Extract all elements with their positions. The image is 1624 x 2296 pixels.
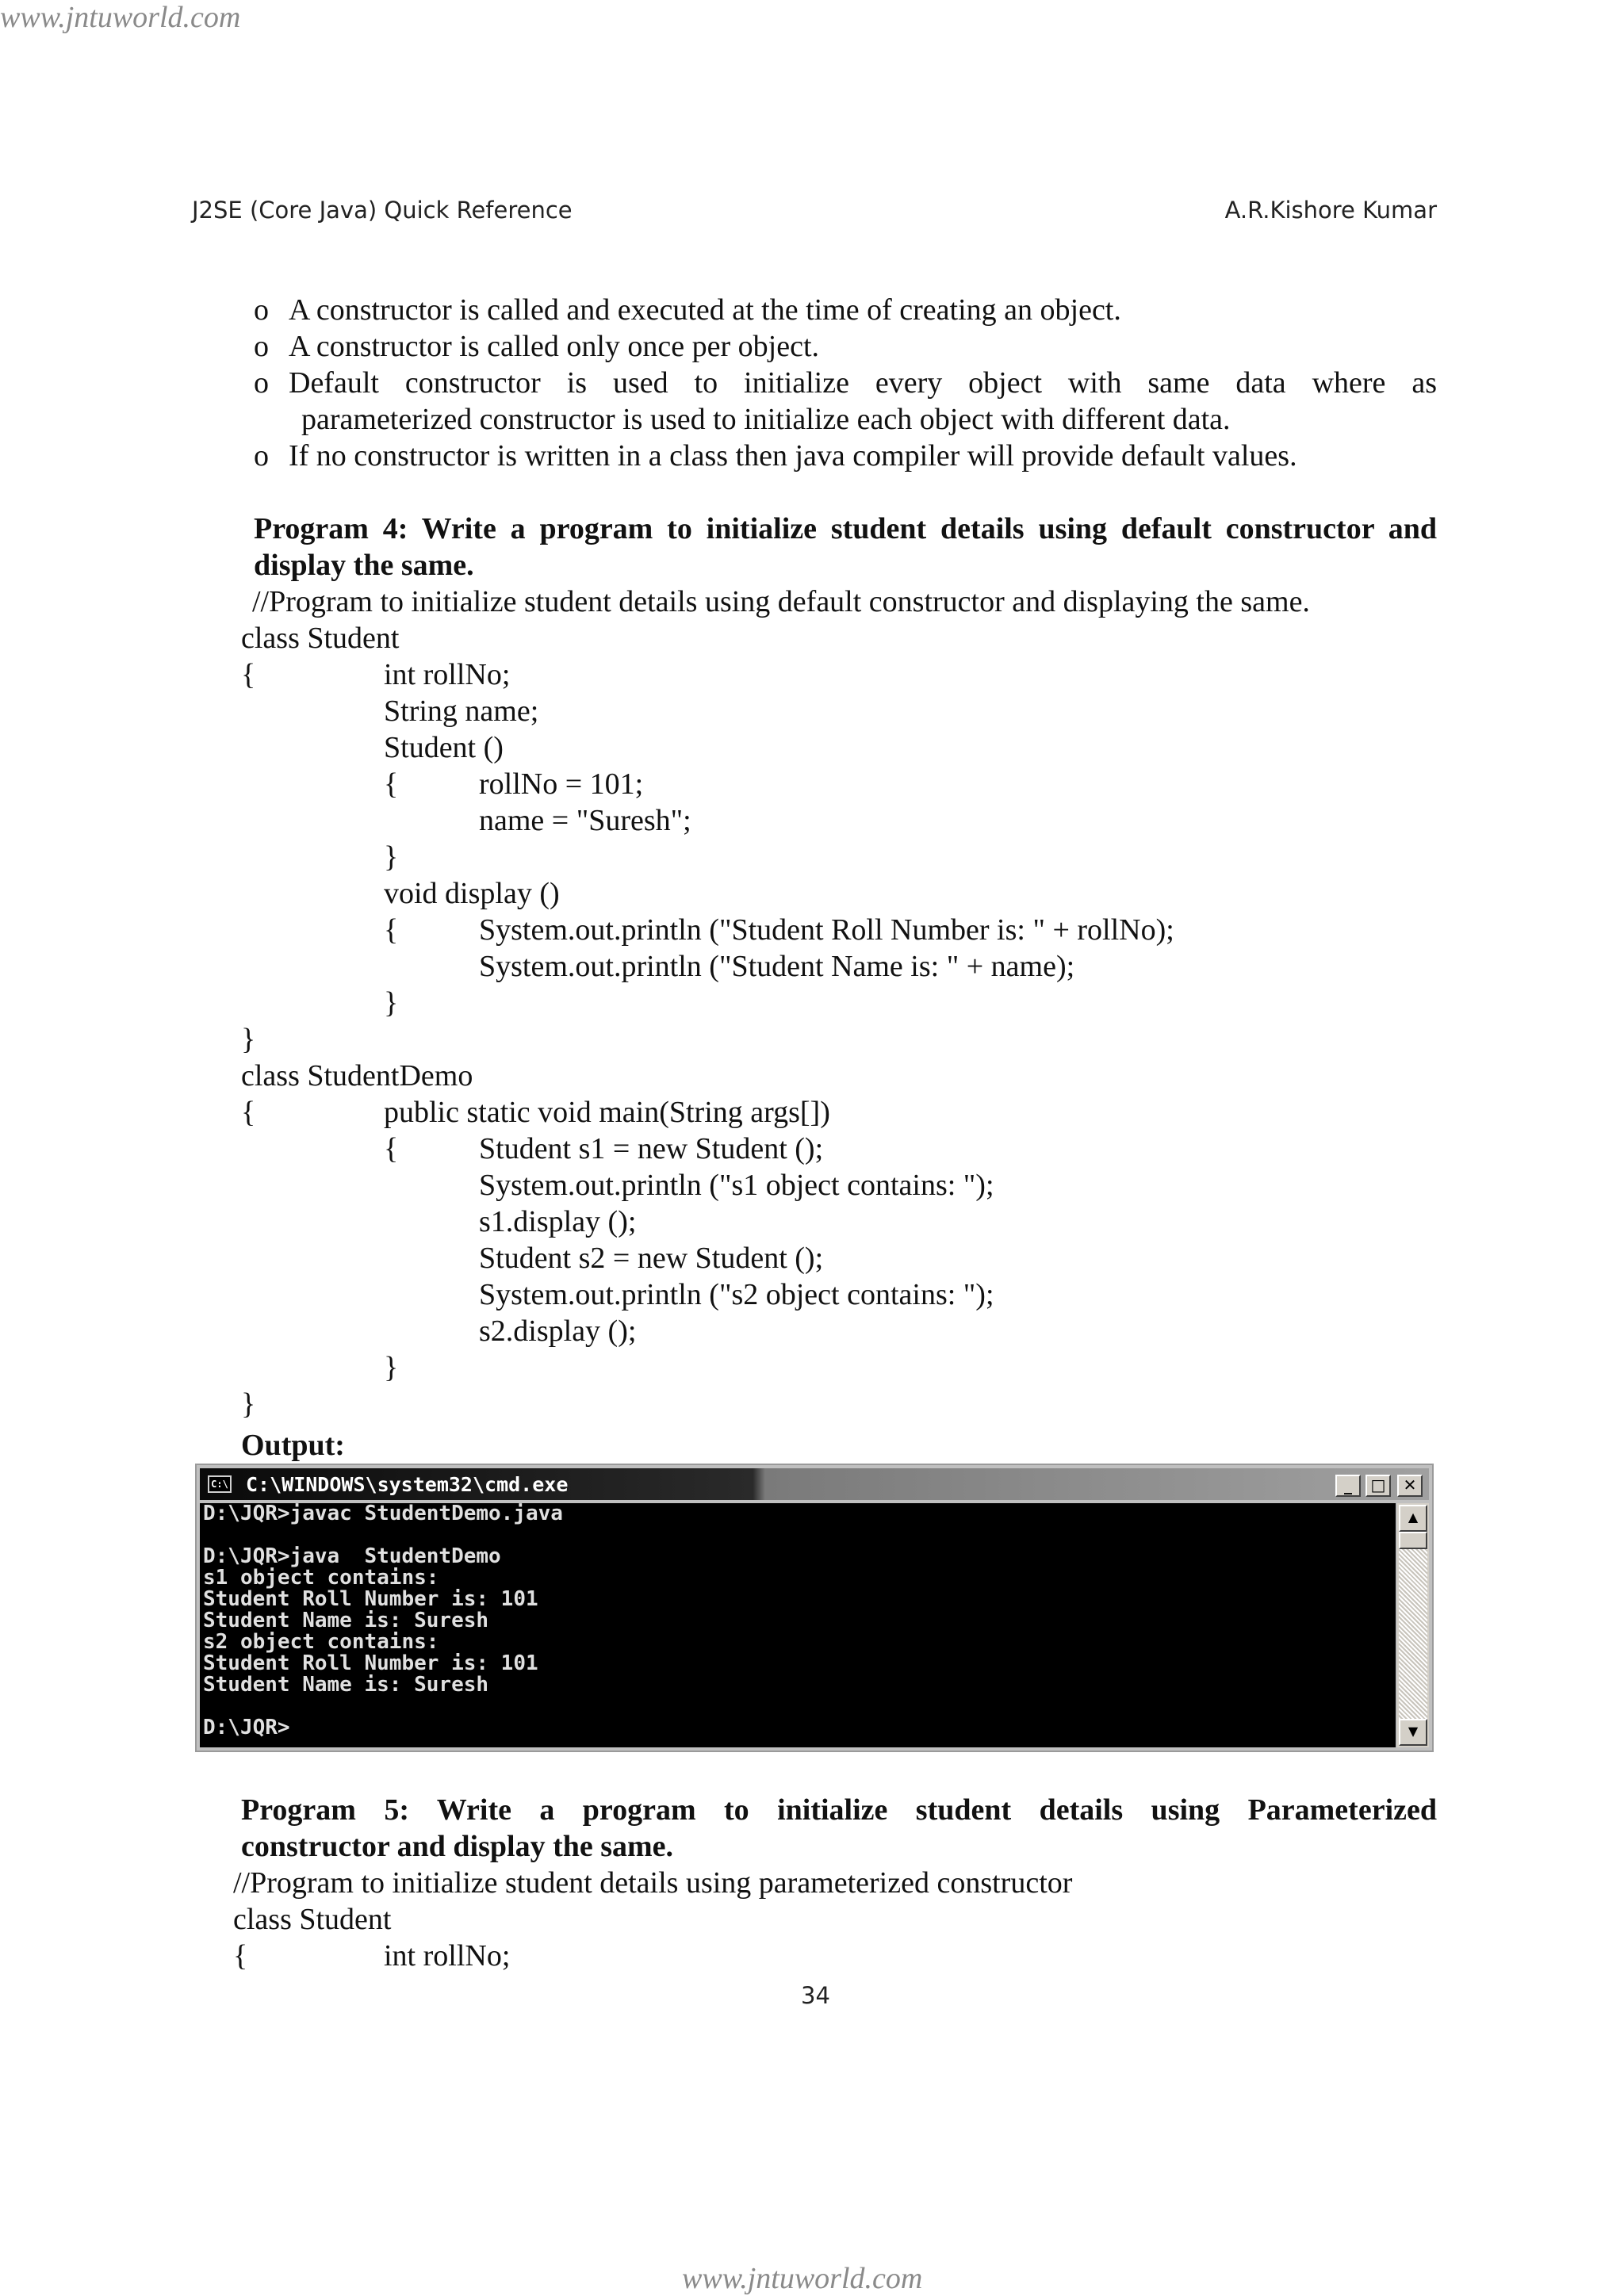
program4-comment: //Program to initialize student details using default constructor and displaying the same.: [252, 585, 1310, 618]
code-line: class Student: [233, 1903, 392, 1936]
page-number: 34: [801, 1982, 830, 2009]
code-line: int rollNo;: [384, 1939, 511, 1973]
code-line: public static void main(String args[]): [384, 1096, 830, 1129]
cmd-title-bar: [200, 1468, 1429, 1500]
code-line: void display (): [384, 877, 560, 910]
program4-heading: Program 4: Write a program to initialize student details using default constructor and: [254, 512, 1437, 545]
bullet-item: [254, 365, 1437, 401]
console-line: Student Name is: Suresh: [203, 1673, 489, 1697]
minimize-button[interactable]: _: [1335, 1475, 1361, 1497]
cmd-console[interactable]: [200, 1503, 1396, 1747]
code-line: String name;: [384, 695, 539, 728]
output-label: Output:: [241, 1429, 345, 1462]
console-line: Student Name is: Suresh: [203, 1609, 489, 1632]
code-line: s1.display ();: [479, 1205, 637, 1238]
bullet-item: [254, 292, 1437, 328]
code-line: Student (): [384, 731, 504, 764]
console-line: D:\JQR>: [203, 1716, 290, 1739]
bullet-text: Default constructor is used to initialize every object with same data where as: [289, 366, 1437, 400]
console-line: Student Roll Number is: 101: [203, 1651, 538, 1675]
program5-comment: //Program to initialize student details using parameterized constructor: [233, 1866, 1073, 1900]
cmd-icon: C:\: [208, 1475, 232, 1493]
console-line: s2 object contains:: [203, 1630, 439, 1654]
code-line: int rollNo;: [384, 658, 511, 691]
code-line: }: [384, 840, 399, 874]
code-line: Student s2 = new Student ();: [479, 1242, 824, 1275]
scroll-down-icon[interactable]: ▼: [1399, 1719, 1427, 1746]
code-line: {: [384, 1132, 399, 1165]
bullet-mark: o: [254, 439, 269, 473]
code-line: }: [241, 1387, 256, 1421]
code-line: s2.display ();: [479, 1314, 637, 1348]
bullet-item: [254, 328, 1437, 365]
watermark-bottom: www.jntuworld.com: [682, 2262, 923, 2295]
vertical-scrollbar[interactable]: [1397, 1503, 1429, 1747]
code-line: class StudentDemo: [241, 1059, 473, 1093]
header-author: A.R.Kishore Kumar: [1224, 197, 1437, 224]
code-line: Student s1 = new Student ();: [479, 1132, 824, 1165]
code-line: }: [241, 1023, 256, 1056]
code-line: name = "Suresh";: [479, 804, 691, 837]
bullet-mark: o: [254, 293, 269, 327]
header-title: J2SE (Core Java) Quick Reference: [192, 197, 573, 224]
watermark-top: www.jntuworld.com: [0, 1, 241, 34]
console-line: D:\JQR>java StudentDemo: [203, 1544, 501, 1568]
program5-heading-cont: constructor and display the same.: [241, 1830, 674, 1863]
bullet-mark: o: [254, 366, 269, 400]
cmd-title: C:\WINDOWS\system32\cmd.exe: [246, 1473, 569, 1496]
console-line: Student Roll Number is: 101: [203, 1587, 538, 1611]
console-line: s1 object contains:: [203, 1566, 439, 1590]
maximize-button[interactable]: □: [1365, 1475, 1391, 1497]
code-line: class Student: [241, 622, 400, 655]
code-line: }: [384, 1351, 399, 1384]
code-line: rollNo = 101;: [479, 767, 644, 801]
cmd-window: [195, 1464, 1434, 1752]
code-line: {: [384, 767, 399, 801]
code-line: System.out.println ("Student Name is: " + name);: [479, 950, 1075, 983]
program5-heading: Program 5: Write a program to initialize student details using Parameterized: [241, 1793, 1437, 1827]
code-line: {: [384, 913, 399, 947]
program4-heading-cont: display the same.: [254, 549, 474, 582]
bullet-text-continuation: parameterized constructor is used to initialize each object with different data.: [301, 403, 1231, 436]
bullet-item: [254, 438, 1437, 474]
close-button[interactable]: ✕: [1397, 1475, 1423, 1497]
scroll-up-icon[interactable]: ▲: [1399, 1505, 1427, 1532]
bullet-text: A constructor is called only once per object.: [289, 330, 820, 363]
code-line: {: [241, 1096, 256, 1129]
code-line: {: [233, 1939, 248, 1973]
bullet-text: If no constructor is written in a class then java compiler will provide default values.: [289, 439, 1297, 473]
bullet-mark: o: [254, 330, 269, 363]
code-line: {: [241, 658, 256, 691]
code-line: System.out.println ("Student Roll Number is: " + rollNo);: [479, 913, 1174, 947]
code-line: System.out.println ("s2 object contains: ");: [479, 1278, 994, 1311]
code-line: }: [384, 986, 399, 1020]
console-line: [203, 1696, 1396, 1717]
scroll-thumb[interactable]: [1399, 1532, 1427, 1549]
console-line: [203, 1525, 1396, 1546]
scroll-track[interactable]: [1399, 1532, 1427, 1719]
console-line: D:\JQR>javac StudentDemo.java: [203, 1503, 563, 1525]
code-line: System.out.println ("s1 object contains: ");: [479, 1169, 994, 1202]
bullet-text: A constructor is called and executed at the time of creating an object.: [289, 293, 1121, 327]
